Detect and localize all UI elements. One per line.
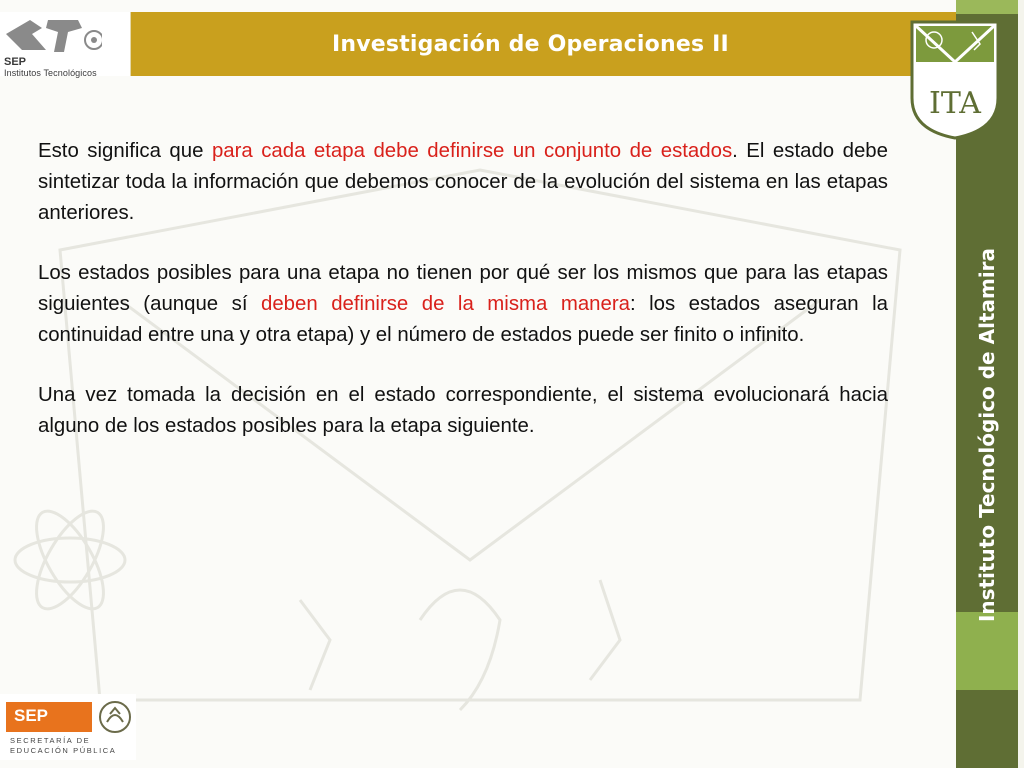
ita-logo-text: ITA [929,86,981,121]
footer-line-1: SECRETARÍA DE [10,736,91,745]
sep-it-logo [0,12,131,76]
highlighted-text: deben definirse de la misma manera [261,293,630,315]
body-text: : los estados aseguran la continuidad entre una y otra etapa) y el número de estados puede ser finito o infinito. [38,293,888,346]
body-text: Una vez tomada la decisión en el estado correspondiente, el sistema evolucionará hacia alguno de los estados posibles para la etapa siguiente. [38,384,888,437]
sep-logo-text: SEP [4,56,27,68]
highlighted-text: para cada etapa debe definirse un conjunto de estados [211,140,733,162]
footer-line-2: EDUCACIÓN PÚBLICA [10,746,117,755]
body-text: . El estado debe sintetizar toda la información que debemos conocer de la evolución del sistema en las etapas anteriores. [38,140,888,224]
sidebar-accent-top [956,0,1018,14]
sep-emblem-icon [2,14,102,56]
slide-title: Investigación de Operaciones II [332,32,729,57]
paragraph-1 [38,136,888,229]
footer-sep-text: SEP [14,706,49,725]
institutos-tecnologicos-text: Institutos Tecnológicos [4,68,97,78]
sidebar-vertical-label [956,247,1018,623]
institution-name: Instituto Tecnológico de Altamira [975,247,999,623]
paragraph-3 [38,380,888,442]
body-text: Los estados posibles para una etapa no tienen por qué ser los mismos que para las etapas siguientes (aunque sí [38,262,888,315]
paragraph-2 [38,258,888,351]
slide-body [38,136,888,471]
header-bar [0,12,956,76]
sidebar-edge [1018,0,1024,768]
body-text: Esto significa que [38,140,212,162]
mexican-eagle-icon [98,700,132,734]
ita-shield-logo [906,18,1004,140]
sidebar-accent-bottom [956,612,1018,690]
sep-footer-logo [0,694,136,760]
